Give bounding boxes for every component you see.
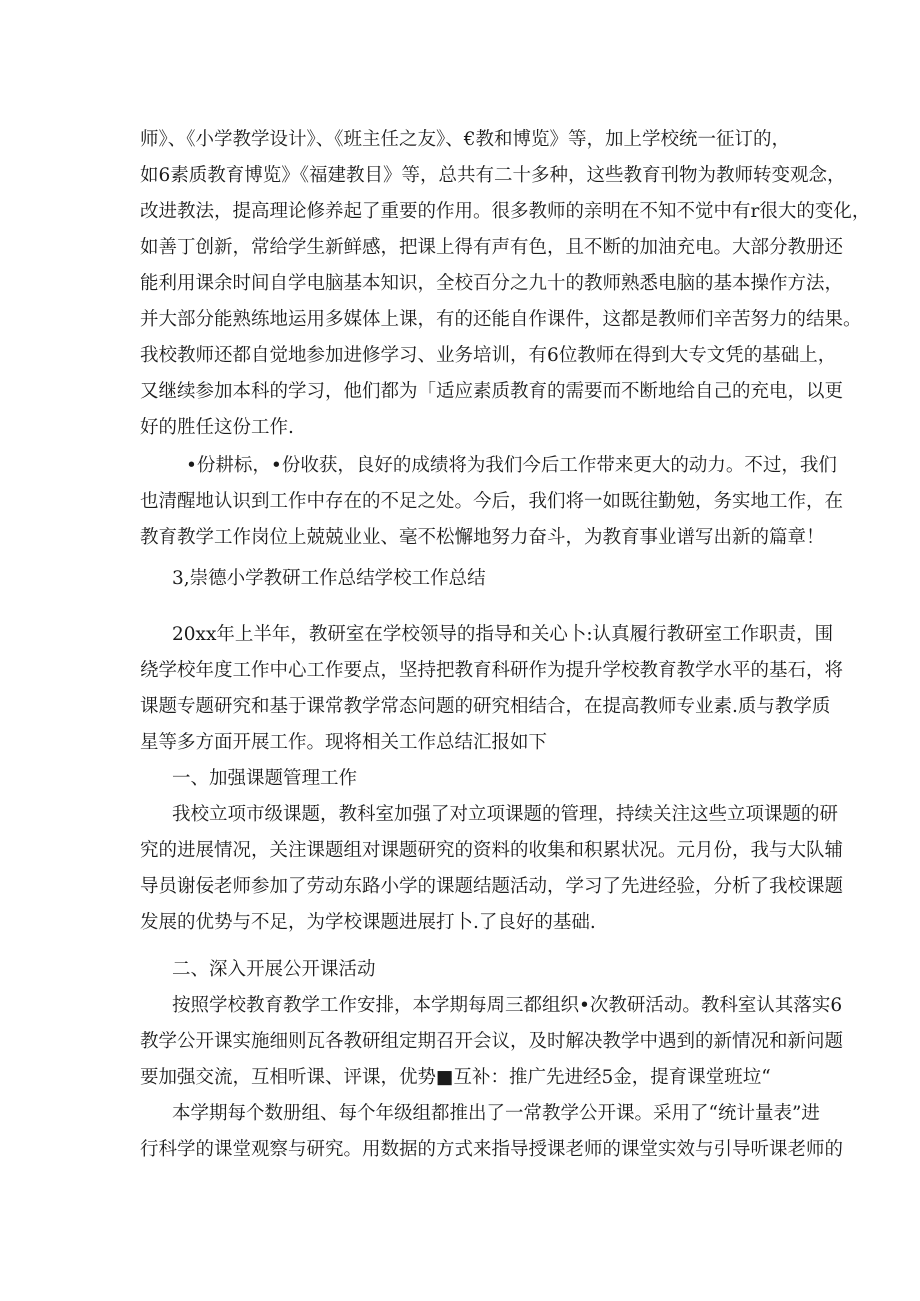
paragraph-line: 我校教师还都自觉地参加进修学习、业务培训，有6位教师在得到大专文凭的基础上， <box>140 345 837 366</box>
paragraph-line: 行科学的课堂观察与研究。用数据的方式来指导授课老师的课堂实效与引导听课老师的 <box>140 1139 844 1160</box>
paragraph-line: 要加强交流，互相听课、评课，优势■互补：推广先进经5金，提育课堂班垃“ <box>140 1067 771 1088</box>
paragraph-line: 究的进展情况，关注课题组对课题研究的资料的收集和积累状况。元月份，我与大队辅 <box>140 840 844 861</box>
paragraph-line: 导员谢佞老师参加了劳动东路小学的课题结题活动，学习了先进经验，分析了我校课题 <box>140 876 844 897</box>
paragraph-line: 也清醒地认识到工作中存在的不足之处。今后，我们将一如既往勤勉，务实地工作，在 <box>140 491 844 512</box>
paragraph-line: 课题专题研究和基于课常教学常态问题的研究相结合，在提高教师专业素.质与教学质 <box>140 696 831 717</box>
paragraph-line: 改进教法，提高理论修养起了重要的作用。很多教师的亲明在不知不觉中有r很大的变化， <box>140 201 871 222</box>
paragraph-line: 如6素质教育博览》《福建教目》等，总共有二十多种，这些教育刊物为教师转变观念， <box>140 165 846 186</box>
paragraph-line: 绕学校年度工作中心工作要点，坚持把教育科研作为提升学校教育教学水平的基石，将 <box>140 660 844 681</box>
paragraph-line: 如善丁创新，常给学生新鲜感，把课上得有声有色，且不断的加油充电。大部分教册还 <box>140 237 844 258</box>
paragraph-line: 又继续参加本科的学习，他们都为「适应素质教育的需要而不断地给自己的充电，以更 <box>140 381 844 402</box>
paragraph-line: 并大部分能熟练地运用多媒体上课，有的还能自作课件，这都是教师们辛苦努力的结果。 <box>140 309 862 330</box>
subheading: 一、加强课题管理工作 <box>172 768 358 789</box>
paragraph-line: 能利用课余时间自学电脑基本知识，全校百分之九十的教师熟悉电脑的基本操作方法， <box>140 273 844 294</box>
paragraph-line: 教育教学工作岗位上兢兢业业、毫不松懈地努力奋斗，为教育事业谱写出新的篇章！ <box>140 527 825 548</box>
paragraph-line: 我校立项市级课题，教科室加强了对立项课题的管理，持续关注这些立项课题的研 <box>172 804 839 825</box>
paragraph-line: 发展的优势与不足，为学校课题进展打卜.了良好的基础. <box>140 912 596 933</box>
section-heading: 3,崇德小学教研工作总结学校工作总结 <box>172 568 486 589</box>
paragraph-line: 20xx年上半年，教研室在学校领导的指导和关心卜:认真履行教研室工作职责，围 <box>172 624 834 645</box>
subheading: 二、深入开展公开课活动 <box>172 959 376 980</box>
paragraph-line: 星等多方面开展工作。现将相关工作总结汇报如下 <box>140 732 548 753</box>
paragraph-line: 按照学校教育教学工作安排，本学期每周三都组织•次教研活动。教科室认其落实6 <box>172 995 843 1016</box>
paragraph-line: 师》、《小学教学设计》、《班主任之友》、€教和博览》等，加上学校统一征订的， <box>140 129 791 150</box>
paragraph-line: 本学期每个数册组、每个年级组都推出了一常教学公开课。采用了“统计量表”进 <box>172 1103 820 1124</box>
paragraph-line: •份耕标，•份收获，良好的成绩将为我们今后工作带来更大的动力。不过，我们 <box>186 455 837 476</box>
paragraph-line: 好的胜任这份工作. <box>140 417 294 438</box>
paragraph-line: 教学公开课实施细则瓦各教研组定期召开会议，及时解决教学中遇到的新情况和新问题 <box>140 1031 844 1052</box>
